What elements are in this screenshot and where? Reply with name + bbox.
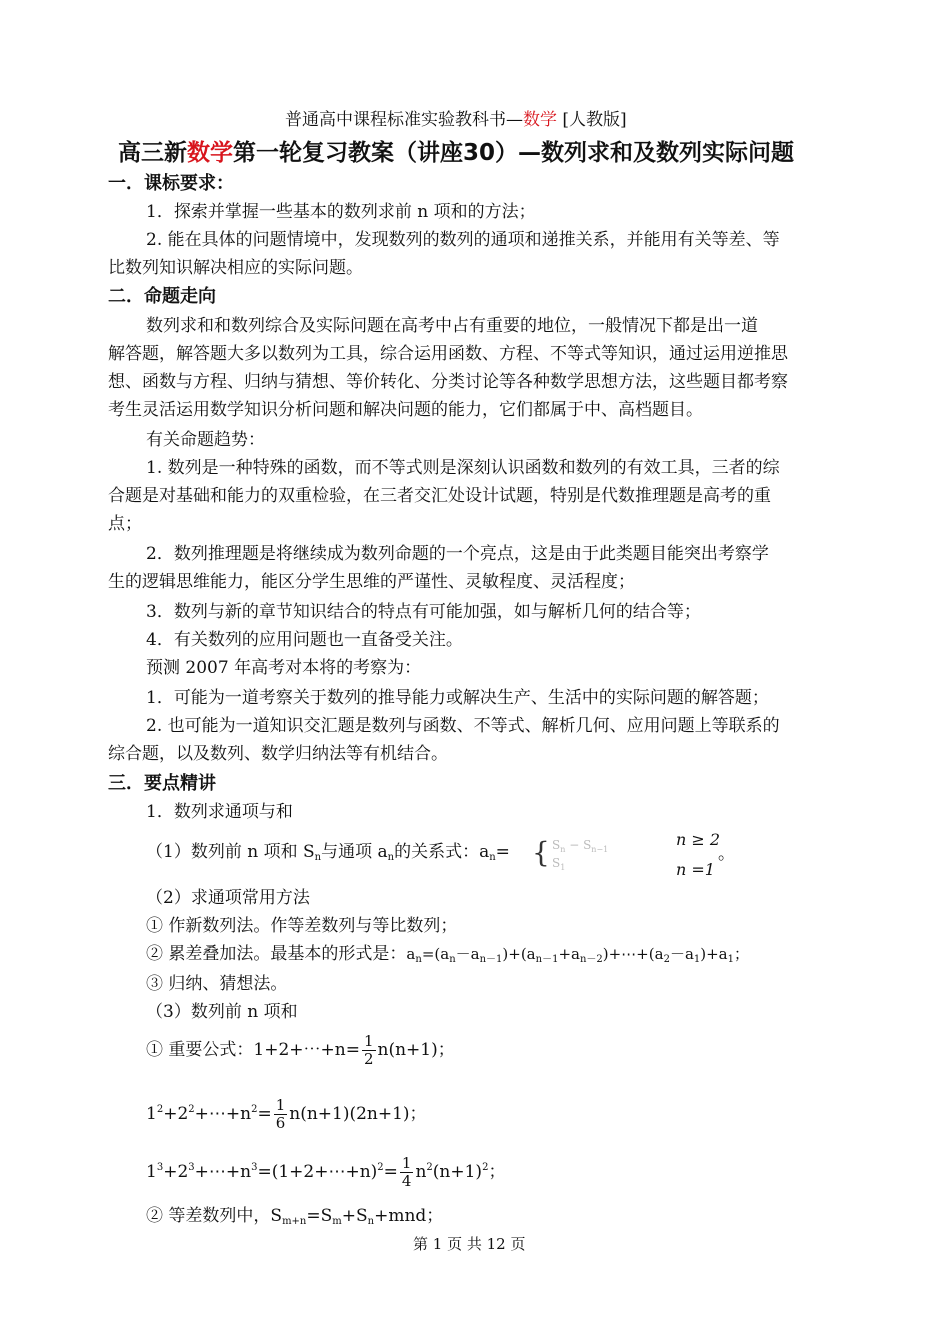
paragraph: 1．可能为一道考察关于数列的推导能力或解决生产、生活中的实际问题的解答题； (146, 688, 769, 708)
formula-sum-n: ① 重要公式：1+2+⋯+n= $\frac{1}{2}$ n(n+1)； (146, 1032, 455, 1068)
paragraph: 2. 能在具体的问题情境中，发现数列的数列的通项和递推关系，并能用有关等差、等 (146, 230, 780, 250)
cumulative-method: ② 累差叠加法。最基本的形式是：$a_n=(a_n-a_{n-1})+(a_{n-1}+a_{n-2})+\cdots+(a_2-a_1)+a_1$； (146, 944, 750, 965)
page-footer: 第 1 页 共 12 页 (413, 1235, 526, 1253)
paragraph: 2．数列推理题是将继续成为数列命题的一个亮点，这是由于此类题目能突出考察学 (146, 544, 769, 564)
paragraph: 预测 2007 年高考对本将的考察为： (146, 658, 422, 678)
paragraph: （2）求通项常用方法 (146, 888, 310, 908)
formula-arithmetic: ② 等差数列中，$S_{m+n}=S_m+S_n+mnd$； (146, 1206, 444, 1227)
paragraph: 有关命题趋势： (146, 430, 265, 450)
formula-sum-cubes: $1^3+2^3+\cdots+n^3=(1+2+\cdots+n)^2=$ $\frac{1}{4}$ $n^2(n+1)^2$； (146, 1154, 506, 1190)
fraction-1-6: $\frac{1}{6}$ (275, 1096, 286, 1132)
paragraph: ③ 归纳、猜想法。 (146, 974, 288, 994)
section-heading-3: 三．要点精讲 (108, 773, 216, 794)
piecewise-case-top: $S_n - S_{n-1}$ (552, 838, 609, 854)
paragraph: 综合题，以及数列、数学归纳法等有机结合。 (108, 744, 448, 764)
subject-highlight: 数学 (523, 110, 557, 130)
paragraph: 考生灵活运用数学知识分析问题和解决问题的能力，它们都属于中、高档题目。 (108, 400, 703, 420)
section-heading-1: 一．课标要求： (108, 173, 234, 194)
punctuation: 。 (718, 844, 735, 864)
paragraph: 1．数列求通项与和 (146, 802, 293, 822)
paragraph: 3．数列与新的章节知识结合的特点有可能加强，如与解析几何的结合等； (146, 602, 701, 622)
paragraph: 生的逻辑思维能力，能区分学生思维的严谨性、灵敏程度、灵活程度； (108, 572, 635, 592)
paragraph: 点； (108, 514, 142, 534)
case-condition-bottom: n =1 (676, 860, 715, 879)
formula-sum-squares: $1^2+2^2+\cdots+n^2=$ $\frac{1}{6}$ n(n+1)(2n+1)； (146, 1096, 427, 1132)
paragraph: （3）数列前 n 项和 (146, 1002, 298, 1022)
paragraph: 1．探索并掌握一些基本的数列求前 n 项和的方法； (146, 202, 536, 222)
relation-formula: （1）数列前 n 项和 $S_n$与通项 $a_n$的关系式：$a_n=$ (146, 842, 510, 863)
series-header: 普通高中课程标准实验教科书—数学 [人教版] (285, 110, 627, 130)
paragraph: ① 作新数列法。作等差数列与等比数列； (146, 916, 458, 936)
case-condition-top: n ≥ 2 (676, 830, 721, 849)
paragraph: 解答题，解答题大多以数列为工具，综合运用函数、方程、不等式等知识，通过运用逆推思 (108, 344, 788, 364)
paragraph: 比数列知识解决相应的实际问题。 (108, 258, 363, 278)
piecewise-brace: { (532, 836, 550, 869)
paragraph: 4．有关数列的应用问题也一直备受关注。 (146, 630, 463, 650)
fraction-1-4: $\frac{1}{4}$ (401, 1154, 412, 1190)
paragraph: 2. 也可能为一道知识交汇题是数列与函数、不等式、解析几何、应用问题上等联系的 (146, 716, 780, 736)
paragraph: 想、函数与方程、归纳与猜想、等价转化、分类讨论等各种数学思想方法，这些题目都考察 (108, 372, 788, 392)
piecewise-case-bottom: $S_1$ (552, 856, 566, 872)
page-title: 高三新数学第一轮复习教案（讲座30）—数列求和及数列实际问题 (118, 140, 795, 166)
title-subject-highlight: 数学 (187, 140, 233, 166)
section-heading-2: 二．命题走向 (108, 286, 216, 307)
paragraph: 数列求和和数列综合及实际问题在高考中占有重要的地位，一般情况下都是出一道 (146, 316, 758, 336)
paragraph: 1. 数列是一种特殊的函数，而不等式则是深刻认识函数和数列的有效工具，三者的综 (146, 458, 780, 478)
paragraph: 合题是对基础和能力的双重检验，在三者交汇处设计试题，特别是代数推理题是高考的重 (108, 486, 771, 506)
fraction-1-2: $\frac{1}{2}$ (363, 1032, 374, 1068)
